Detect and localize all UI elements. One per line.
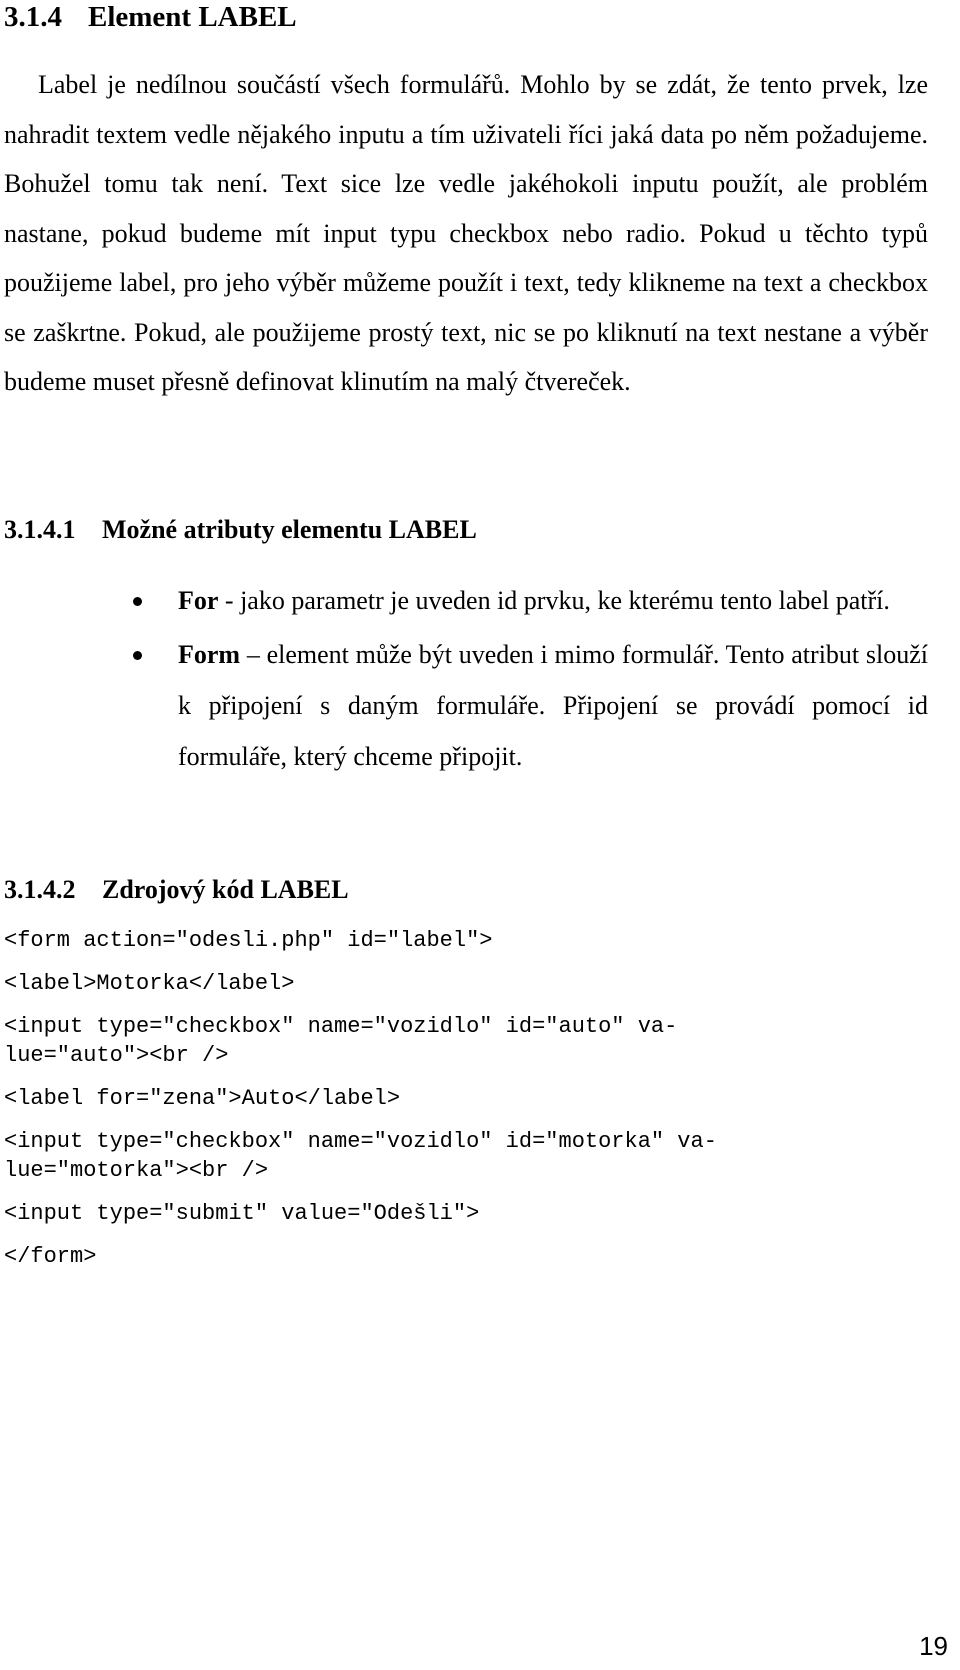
section-heading bbox=[4, 0, 297, 34]
list-item bbox=[0, 575, 928, 626]
code-listing bbox=[4, 926, 924, 1285]
code-line: </form> bbox=[4, 1244, 97, 1269]
code-line: <label>Motorka</label> bbox=[4, 971, 295, 996]
intro-paragraph: Label je nedílnou součástí všech formulářů. Mohlo by se zdát, že tento prvek, lze nahradit textem vedle nějakého inputu a tím uživateli říci jaká data po něm požadujeme. Bohužel tomu tak není. Text sice lze vedle jakéhokoli inputu použít, ale problém nastane, pokud budeme mít input typu checkbox nebo radio. Pokud u těchto typů použijeme label, pro jeho výběr můžeme použít i text, tedy klikneme na text a checkbox se zaškrtne. Pokud, ale použijeme prostý text, nic se po kliknutí na text nestane a výběr budeme muset přesně definovat klinutím na malý čtvereček. bbox=[4, 70, 928, 396]
section-number: 3.1.4 bbox=[4, 1, 62, 33]
attributes-section-title: Možné atributy elementu LABEL bbox=[102, 515, 477, 544]
attribute-description: - jako parametr je uveden id prvku, ke kterému tento label patří. bbox=[218, 586, 890, 615]
code-section-title: Zdrojový kód LABEL bbox=[102, 875, 349, 904]
code-section-number: 3.1.4.2 bbox=[4, 875, 76, 904]
code-heading bbox=[4, 875, 349, 905]
section-title: Element LABEL bbox=[88, 1, 297, 33]
bullet-icon bbox=[133, 651, 142, 660]
page-number: 19 bbox=[919, 1631, 948, 1661]
bullet-icon bbox=[133, 597, 142, 606]
list-item bbox=[0, 629, 928, 782]
attribute-term: Form bbox=[178, 640, 241, 669]
code-line: <input type="checkbox" name="vozidlo" id="motorka" va- lue="motorka"><br /> bbox=[4, 1129, 717, 1183]
code-line: <input type="submit" value="Odešli"> bbox=[4, 1201, 480, 1226]
code-line: <form action="odesli.php" id="label"> bbox=[4, 928, 493, 953]
code-line: <input type="checkbox" name="vozidlo" id="auto" va- lue="auto"><br /> bbox=[4, 1014, 678, 1068]
attributes-list bbox=[0, 575, 960, 785]
attributes-heading bbox=[4, 515, 477, 545]
attributes-section-number: 3.1.4.1 bbox=[4, 515, 76, 544]
attribute-term: For bbox=[178, 586, 219, 615]
attribute-description: – element může být uveden i mimo formulář. Tento atribut slouží k připojení s daným formuláře. Připojení se provádí pomocí id formuláře, který chceme připojit. bbox=[178, 640, 928, 771]
code-line: <label for="zena">Auto</label> bbox=[4, 1086, 401, 1111]
